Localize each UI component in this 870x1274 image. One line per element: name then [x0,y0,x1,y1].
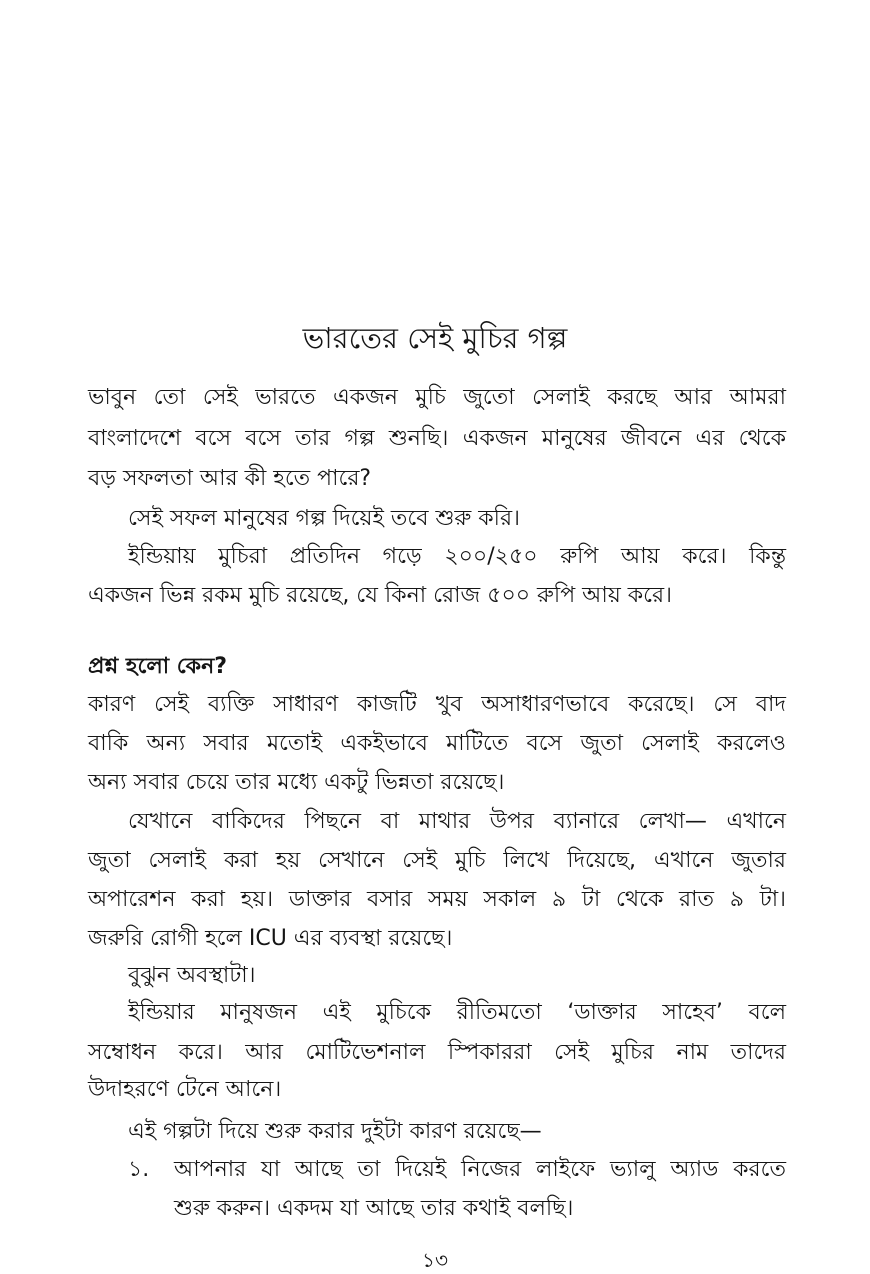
chapter-title: ভারতের সেই মুচির গল্প [302,321,568,355]
paragraph-7-line-2: সম্বোধন করে। আর মোটিভেশনাল স্পিকাররা সেই মুচির নাম তাদের [88,1040,786,1065]
section-heading: প্রশ্ন হলো কেন? [88,654,227,679]
paragraph-6: বুঝুন অবস্থাটা। [128,963,256,988]
paragraph-8: এই গল্পটা দিয়ে শুরু করার দুইটা কারণ রয়েছে— [128,1119,542,1144]
paragraph-4-line-3: অন্য সবার চেয়ে তার মধ্যে একটু ভিন্নতা রয়েছে। [88,770,505,795]
paragraph-2: সেই সফল মানুষের গল্প দিয়েই তবে শুরু করি। [128,506,520,531]
list-item-line-1: আপনার যা আছে তা দিয়েই নিজের লাইফে ভ্যালু অ্যাড করতে [174,1157,786,1182]
paragraph-7-line-1: ইন্ডিয়ার মানুষজন এই মুচিকে রীতিমতো ‘ডাক্তার সাহেব’ বলে [128,1000,786,1025]
paragraph-5-line-2: জুতা সেলাই করা হয় সেখানে সেই মুচি লিখে দিয়েছে, এখানে জুতার [88,848,786,873]
paragraph-1-line-1: ভাবুন তো সেই ভারতে একজন মুচি জুতো সেলাই করছে আর আমরা [88,385,786,410]
list-item-number: ১. [128,1157,150,1182]
paragraph-7-line-3: উদাহরণে টেনে আনে। [88,1077,282,1102]
list-item-line-2: শুরু করুন। একদম যা আছে তার কথাই বলছি। [174,1196,574,1221]
paragraph-3-line-2: একজন ভিন্ন রকম মুচি রয়েছে, যে কিনা রোজ ৫০০ রুপি আয় করে। [88,583,672,608]
paragraph-5-line-3: অপারেশন করা হয়। ডাক্তার বসার সময় সকাল ৯ টা থেকে রাত ৯ টা। [88,887,786,912]
paragraph-5-line-4: জরুরি রোগী হলে ICU এর ব্যবস্থা রয়েছে। [88,926,453,951]
paragraph-1-line-2: বাংলাদেশে বসে বসে তার গল্প শুনছি। একজন মানুষের জীবনে এর থেকে [88,426,786,451]
paragraph-1-line-3: বড় সফলতা আর কী হতে পারে? [88,466,372,491]
paragraph-4-line-2: বাকি অন্য সবার মতোই একইভাবে মাটিতে বসে জুতা সেলাই করলেও [88,731,786,756]
paragraph-5-line-1: যেখানে বাকিদের পিছনে বা মাথার উপর ব্যানারে লেখা— এখানে [128,809,786,834]
paragraph-3-line-1: ইন্ডিয়ায় মুচিরা প্রতিদিন গড়ে ২০০/২৫০ রুপি আয় করে। কিন্তু [128,544,786,569]
paragraph-4-line-1: কারণ সেই ব্যক্তি সাধারণ কাজটি খুব অসাধারণভাবে করেছে। সে বাদ [88,692,786,717]
page-number: ১৩ [422,1248,448,1272]
